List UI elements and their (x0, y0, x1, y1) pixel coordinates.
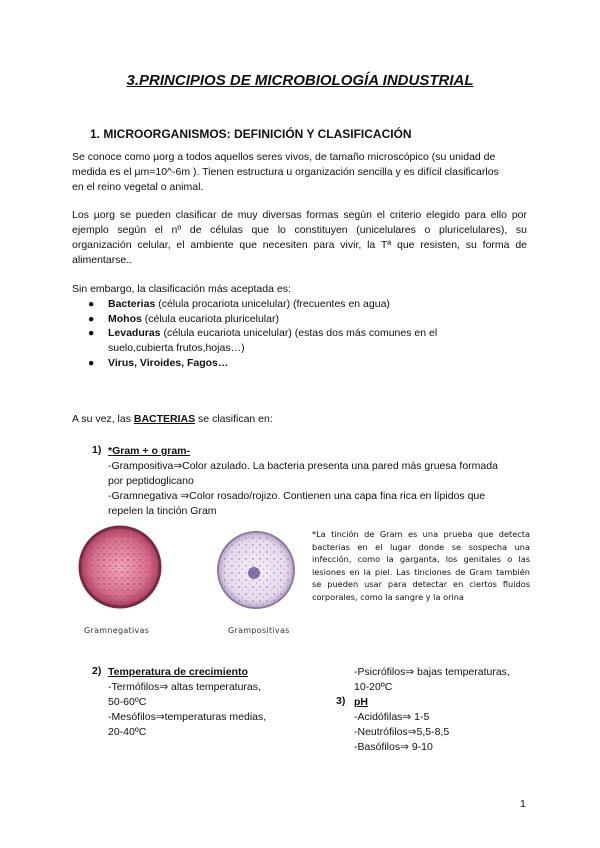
list-item (88, 312, 518, 327)
item-number: 1) (92, 444, 102, 456)
text-line: Se conoce como µorg a todos aquellos seres vivos, de tamaño microscópico (su unidad de (72, 151, 496, 163)
text-line: ejemplo según el nº de células que lo constituyen (unicelulares o pluricelulares), su (72, 224, 527, 236)
bullet-term: Virus, Viroides, Fagos… (108, 357, 229, 369)
item-number: 2) (92, 665, 102, 677)
definition-paragraph (72, 150, 527, 195)
text-line: en el reino vegetal o animal. (72, 181, 204, 193)
classification-intro: Sin embargo, la clasificación más aceptada es: (72, 283, 291, 295)
text-line: -Psicrófilos⇒ bajas temperaturas, (354, 666, 510, 678)
text-line: medida es el µm=10^-6m ). Tienen estructura u organización sencilla y es difícil clasificarlos (72, 166, 499, 178)
bullet-term: Bacterias (108, 298, 156, 310)
classification-paragraph (72, 208, 527, 268)
item-number: 3) (336, 695, 346, 707)
page-title: 3.PRINCIPIOS DE MICROBIOLOGÍA INDUSTRIAL (126, 72, 474, 89)
text-line: repelen la tinción Gram (108, 505, 217, 517)
temperature-list-cont (354, 665, 534, 695)
item-heading-temperature: Temperatura de crecimiento (108, 666, 248, 678)
text-line: -Mesófilos⇒temperaturas medias, (108, 711, 267, 723)
bullet-desc: (célula eucariota pluricelular) (141, 313, 279, 325)
bullet-icon: ● (88, 357, 95, 369)
list-item (88, 326, 518, 356)
gram-negative-image (78, 522, 163, 612)
bullet-term: Levaduras (108, 327, 161, 339)
text-line: por peptidoglicano (108, 475, 194, 487)
bullet-desc: (célula eucariota unicelular) (estas dos más comunes en el (160, 327, 438, 339)
temperature-list (108, 680, 308, 740)
bullet-icon: ● (88, 298, 95, 310)
bullet-icon: ● (88, 313, 95, 325)
caption-gram-positive: Grampositivas (228, 626, 290, 635)
page-number: 1 (520, 798, 526, 810)
item-heading-gram: *Gram + o gram- (108, 445, 190, 457)
text-line: -Grampositiva⇒Color azulado. La bacteria presenta una pared más gruesa formada (108, 460, 498, 472)
bacterias-intro: A su vez, las BACTERIAS se clasifican en: (72, 413, 273, 425)
text-line: 10-20ºC (354, 681, 393, 693)
list-item (88, 297, 518, 312)
gram-description (108, 459, 528, 519)
bullet-icon: ● (88, 327, 95, 339)
bacterias-keyword: BACTERIAS (133, 413, 196, 425)
text-line: 50-60ºC (108, 696, 147, 708)
bullet-desc-cont: suelo,cubierta frutos,hojas…) (108, 342, 245, 354)
text-line: -Neutrófilos⇒5,5-8,5 (354, 726, 450, 738)
gram-note: *La tinción de Gram es una prueba que detecta bacterias en el lugar donde se sospecha una infección, como la garganta, los genitales o las lesiones en la piel. Las tinciones de Gram también se pueden usar para detectar en ciertos fluidos corporales, como la sangre y la orina (312, 529, 530, 602)
text-line: alimentarse.. (72, 254, 133, 266)
text-line: 20-40ºC (108, 726, 147, 738)
text-line: organización celular, el ambiente que necesiten para vivir, la Tª que resisten, su forma de (72, 239, 527, 251)
text-line: -Basófilos⇒ 9-10 (354, 741, 433, 753)
text-line: -Termófilos⇒ altas temperaturas, (108, 681, 261, 693)
gram-positive-image (216, 528, 296, 612)
text-line: -Gramnegativa ⇒Color rosado/rojizo. Contienen una capa fina rica en lípidos que (108, 490, 486, 502)
text-line: Los µorg se pueden clasificar de muy diversas formas según el criterio elegido para ello por (72, 209, 527, 221)
bullet-term: Mohos (108, 313, 142, 325)
section-heading: 1. MICROORGANISMOS: DEFINICIÓN Y CLASIFICACIÓN (90, 127, 412, 141)
list-item (88, 356, 518, 371)
bullet-desc: (célula procariota unicelular) (frecuentes en agua) (155, 298, 390, 310)
text-line: -Acidófilas⇒ 1-5 (354, 711, 430, 723)
item-heading-ph: pH (354, 696, 368, 708)
ph-list (354, 710, 534, 755)
caption-gram-negative: Gramnegativas (84, 626, 150, 635)
